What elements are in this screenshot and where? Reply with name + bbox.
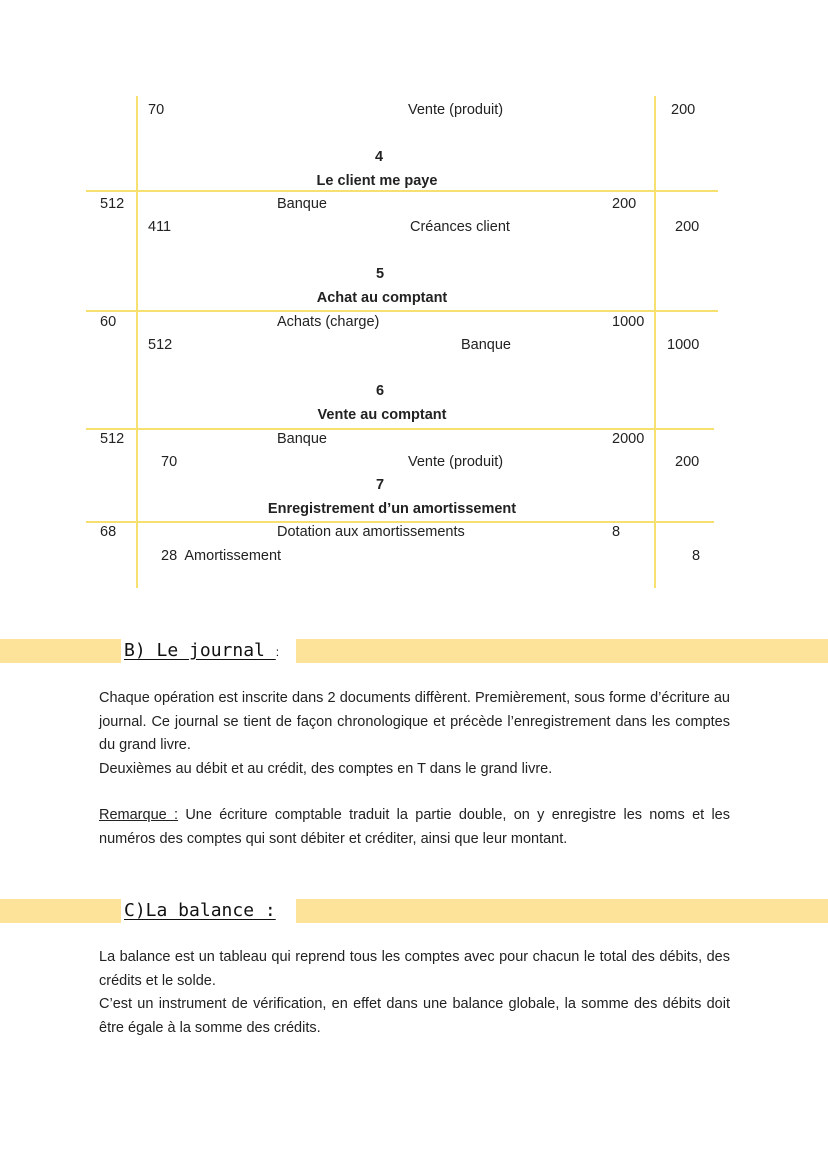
op5-debit-amount: 1000 bbox=[612, 314, 645, 330]
op5-credit-amount: 1000 bbox=[667, 337, 700, 353]
op5-title: Achat au comptant bbox=[316, 290, 448, 306]
op4-credit-label: Créances client bbox=[410, 219, 510, 235]
section-b-body bbox=[99, 687, 730, 781]
op6-title: Vente au comptant bbox=[317, 407, 447, 423]
row-top-credit: 200 bbox=[671, 102, 696, 118]
op4-credit-amount: 200 bbox=[675, 219, 700, 235]
section-b-title-text: B) Le journal bbox=[124, 640, 276, 661]
section-c-title bbox=[124, 900, 276, 922]
section-b-remark bbox=[99, 804, 730, 851]
op7-debit-amount: 8 bbox=[612, 524, 621, 540]
op6-number: 6 bbox=[375, 383, 385, 399]
row-top-sub-account: 70 bbox=[148, 102, 165, 118]
section-b-title bbox=[124, 640, 279, 663]
op7-credit-account-label: 28 Amortissement bbox=[161, 548, 282, 564]
op6-debit-account: 512 bbox=[100, 431, 125, 447]
op6-credit-account: 70 bbox=[161, 454, 178, 470]
op4-debit-amount: 200 bbox=[612, 196, 637, 212]
section-c-body bbox=[99, 946, 730, 1040]
ledger-right-rule bbox=[654, 96, 656, 588]
op7-number: 7 bbox=[375, 477, 385, 493]
op4-title: Le client me paye bbox=[316, 173, 438, 189]
row-top-sub-label: Vente (produit) bbox=[408, 102, 504, 118]
op5-credit-account: 512 bbox=[148, 337, 173, 353]
op4-number: 4 bbox=[374, 149, 384, 165]
section-c-paragraph-1: La balance est un tableau qui reprend tous les comptes avec pour chacun le total des débits, des crédits et le solde. bbox=[99, 949, 730, 989]
section-c-paragraph-2: C’est un instrument de vérification, en effet dans une balance globale, la somme des débits doit être égale à la somme des crédits. bbox=[99, 996, 730, 1036]
section-b-paragraph-1: Chaque opération est inscrite dans 2 documents diffèrent. Premièrement, sous forme d’écriture au journal. Ce journal se tient de façon chronologique et précède l’enregistrement dans les comptes du grand livre. bbox=[99, 690, 730, 753]
op6-debit-label: Banque bbox=[277, 431, 327, 447]
op5-number: 5 bbox=[375, 266, 385, 282]
op7-debit-account: 68 bbox=[100, 524, 117, 540]
ledger-rule-op5 bbox=[86, 310, 718, 312]
ledger-left-rule bbox=[136, 96, 138, 588]
section-b-paragraph-2: Deuxièmes au débit et au crédit, des comptes en T dans le grand livre. bbox=[99, 760, 553, 777]
op4-debit-account: 512 bbox=[100, 196, 125, 212]
op7-title: Enregistrement d’un amortissement bbox=[267, 501, 517, 517]
op7-credit-amount: 8 bbox=[692, 548, 701, 564]
op4-debit-label: Banque bbox=[277, 196, 327, 212]
remark-text: Une écriture comptable traduit la partie double, on y enregistre les noms et les numéros des comptes qui sont débiter et créditer, ainsi que leur montant. bbox=[99, 807, 730, 847]
remark-label: Remarque : bbox=[99, 807, 179, 823]
op6-debit-amount: 2000 bbox=[612, 431, 645, 447]
op5-credit-label: Banque bbox=[461, 337, 511, 353]
section-b-title-colon: : bbox=[275, 645, 280, 659]
op5-debit-account: 60 bbox=[100, 314, 117, 330]
op7-debit-label: Dotation aux amortissements bbox=[277, 524, 465, 540]
op4-credit-account: 411 bbox=[148, 219, 172, 235]
ledger-rule-op4 bbox=[86, 190, 718, 192]
op6-credit-amount: 200 bbox=[675, 454, 700, 470]
section-c-title-text: C)La balance : bbox=[124, 900, 276, 921]
op5-debit-label: Achats (charge) bbox=[277, 314, 380, 330]
op6-credit-label: Vente (produit) bbox=[408, 454, 504, 470]
